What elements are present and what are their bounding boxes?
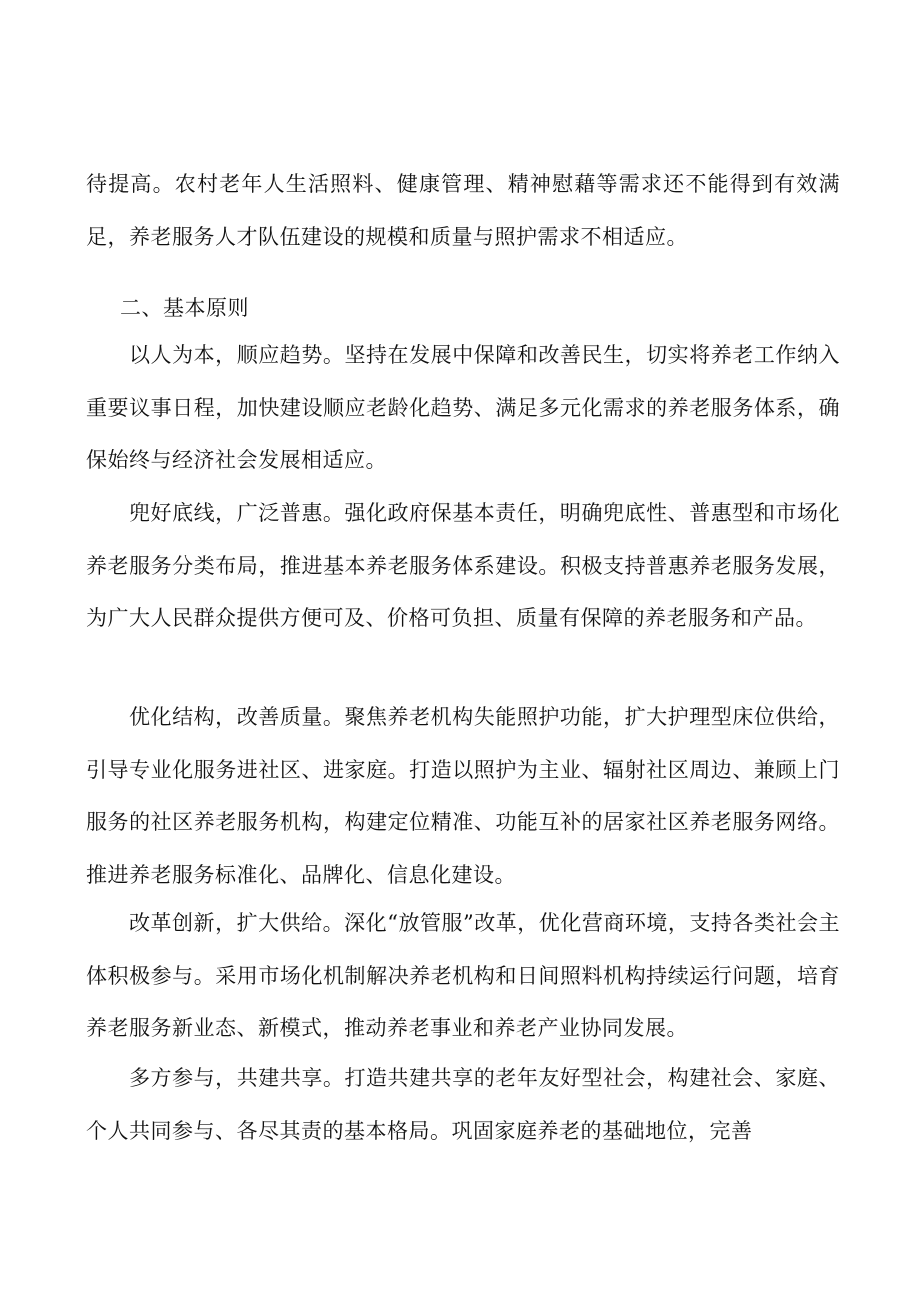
continuation-paragraph: 待提高。农村老年人生活照料、健康管理、精神慰藉等需求还不能得到有效满足，养老服务人才队伍建设的规模和质量与照护需求不相适应。 (86, 172, 840, 249)
paragraph-safety-net: 兜好底线，广泛普惠。强化政府保基本责任，明确兜底性、普惠型和市场化养老服务分类布局，推进基本养老服务体系建设。积极支持普惠养老服务发展，为广大人民群众提供方便可及、价格可负担、质量有保障的养老服务和产品。 (86, 501, 840, 630)
paragraph-optimize-structure: 优化结构，改善质量。聚焦养老机构失能照护功能，扩大护理型床位供给，引导专业化服务进社区、进家庭。打造以照护为主业、辐射社区周边、兼顾上门服务的社区养老服务机构，构建定位精准、功能互补的居家社区养老服务网络。推进养老服务标准化、品牌化、信息化建设。 (86, 705, 840, 887)
paragraph-reform-innovation: 改革创新，扩大供给。深化“放管服”改革，优化营商环境，支持各类社会主体积极参与。采用市场化机制解决养老机构和日间照料机构持续运行问题，培育养老服务新业态、新模式，推动养老事业和养老产业协同发展。 (86, 911, 840, 1040)
section-heading: 二、基本原则 (120, 296, 249, 320)
paragraph-people-oriented: 以人为本，顺应趋势。坚持在发展中保障和改善民生，切实将养老工作纳入重要议事日程，加快建设顺应老龄化趋势、满足多元化需求的养老服务体系，确保始终与经济社会发展相适应。 (86, 343, 840, 472)
paragraph-multi-party: 多方参与，共建共享。打造共建共享的老年友好型社会，构建社会、家庭、个人共同参与、各尽其责的基本格局。巩固家庭养老的基础地位，完善 (86, 1066, 840, 1143)
